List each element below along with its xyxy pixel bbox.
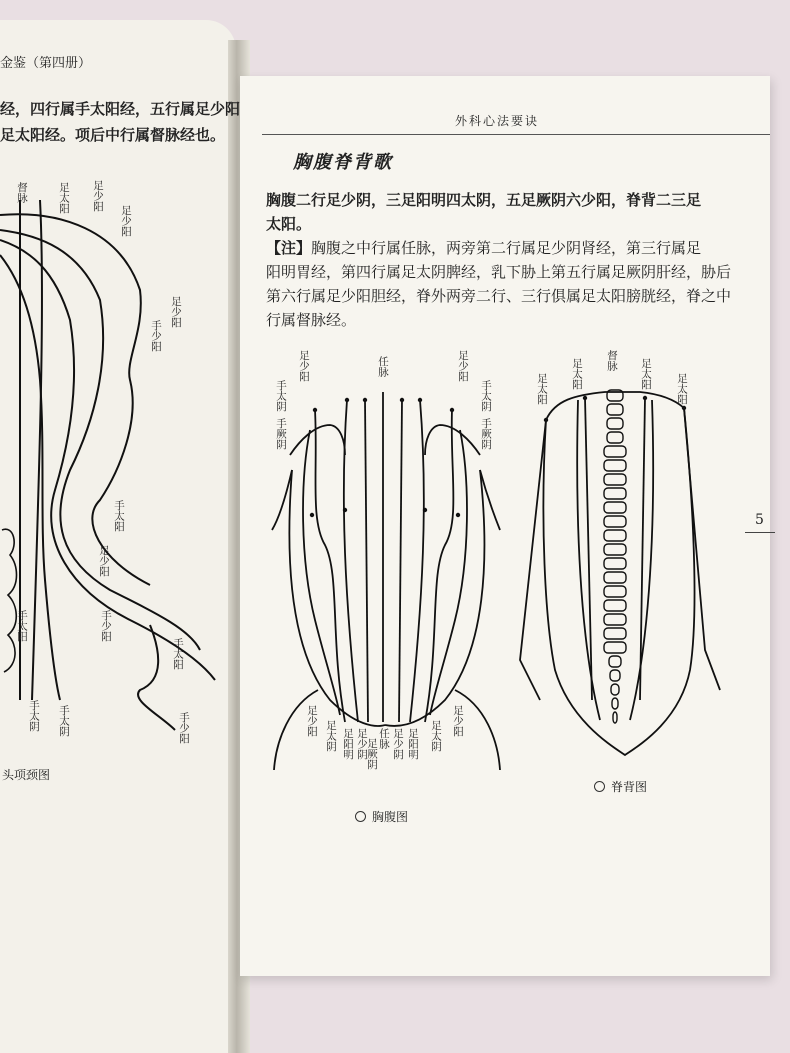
left-text-line-1: 经，四行属手太阳经，五行属足少阳 <box>0 100 241 118</box>
vertebra <box>604 642 626 653</box>
left-figure-caption: 头项颈图 <box>2 768 51 782</box>
back-top-label-4: 足太阳 <box>536 373 548 405</box>
chest-bottom-label-4: 足少阴 <box>356 728 368 760</box>
left-fig-label-10: 手太阴 <box>28 700 40 732</box>
vertebra <box>612 698 618 709</box>
chest-bottom-label-10: 足少阳 <box>452 705 464 737</box>
vertebra <box>604 474 626 485</box>
left-fig-label-1: 督脉 <box>16 182 28 203</box>
chest-top-label-6: 手太阴 <box>480 380 492 412</box>
left-fig-label-6: 手少阳 <box>150 320 162 352</box>
back-figure-caption <box>594 778 647 795</box>
vertebra <box>604 600 626 611</box>
chest-caption-text: 胸腹图 <box>372 810 409 824</box>
vertebra <box>604 628 626 639</box>
vertebra <box>604 516 626 527</box>
verse-line-1: 胸腹二行足少阴，三足阳明四太阴，五足厥阴六少阳，脊背二三足 <box>266 191 702 209</box>
section-title: 胸腹脊背歌 <box>293 152 393 173</box>
chest-top-label-4: 任脉 <box>377 356 389 377</box>
caption-bullet-icon <box>594 781 605 792</box>
back-top-label-2: 足太阳 <box>571 358 583 390</box>
vertebra <box>604 530 626 541</box>
vertebra <box>604 488 626 499</box>
back-caption-text: 脊背图 <box>611 780 648 794</box>
left-text-line-2: 足太阳经。项后中行属督脉经也。 <box>0 126 226 144</box>
chest-top-label-3: 手厥阴 <box>275 418 287 450</box>
left-fig-label-8: 足少阳 <box>98 545 110 577</box>
back-top-label-1: 督脉 <box>606 350 618 371</box>
left-page-header: 金鉴（第四册） <box>0 56 92 71</box>
chest-top-label-7: 手厥阴 <box>480 418 492 450</box>
chest-bottom-label-5: 任脉 <box>378 728 390 749</box>
note-line-3: 第六行属足少阳胆经，脊外两旁二行、三行俱属足太阳膀胱经，脊之中 <box>266 287 732 305</box>
left-fig-label-14: 手少阳 <box>100 610 112 642</box>
vertebra <box>604 572 626 583</box>
left-fig-label-7: 手太阳 <box>113 500 125 532</box>
vertebra <box>607 404 623 415</box>
back-top-label-5: 足太阳 <box>676 373 688 405</box>
chest-top-label-5: 足少阳 <box>457 350 469 382</box>
left-fig-label-5: 足少阳 <box>170 296 182 328</box>
note-tag: 【注】 <box>266 239 312 257</box>
left-fig-label-9: 手太阳 <box>172 638 184 670</box>
back-top-label-3: 足太阳 <box>640 358 652 390</box>
note-line-1-text: 胸腹之中行属任脉，两旁第二行属足少阴肾经，第三行属足 <box>311 239 702 257</box>
verse-line-2: 太阳。 <box>266 215 312 233</box>
left-fig-label-11: 手太阴 <box>58 705 70 737</box>
running-header: 外科心法要诀 <box>455 114 540 128</box>
chest-bottom-label-9: 足太阴 <box>430 720 442 752</box>
vertebra <box>604 558 626 569</box>
chest-top-label-2: 手太阴 <box>275 380 287 412</box>
vertebra <box>604 614 626 625</box>
left-fig-label-2: 足太阳 <box>58 182 70 214</box>
vertebra <box>607 432 623 443</box>
vertebra <box>604 460 626 471</box>
vertebra <box>604 502 626 513</box>
vertebra <box>611 684 619 695</box>
vertebra <box>613 712 617 723</box>
vertebra <box>609 656 621 667</box>
page-number: 5 <box>755 512 764 528</box>
left-fig-label-3: 足少阳 <box>92 180 104 212</box>
chest-bottom-label-2: 足太阴 <box>325 720 337 752</box>
chest-bottom-label-8: 足阳明 <box>407 728 419 760</box>
chest-top-label-1: 足少阳 <box>298 350 310 382</box>
vertebra <box>604 586 626 597</box>
left-fig-label-4: 足少阳 <box>120 205 132 237</box>
vertebra <box>607 418 623 429</box>
chest-bottom-label-1: 足少阳 <box>306 705 318 737</box>
vertebra <box>604 446 626 457</box>
note-line-2: 阳明胃经，第四行属足太阴脾经，乳下胁上第五行属足厥阴肝经，胁后 <box>266 263 732 281</box>
note-line-4: 行属督脉经。 <box>266 311 357 329</box>
left-fig-label-12: 手少阳 <box>178 712 190 744</box>
chest-bottom-label-7: 足少阴 <box>392 728 404 760</box>
chest-bottom-label-3: 足阳明 <box>342 728 354 760</box>
vertebra <box>610 670 620 681</box>
left-fig-label-13: 手太阳 <box>16 610 28 642</box>
chest-bottom-label-6: 足厥阴 <box>366 738 378 770</box>
vertebra <box>604 544 626 555</box>
